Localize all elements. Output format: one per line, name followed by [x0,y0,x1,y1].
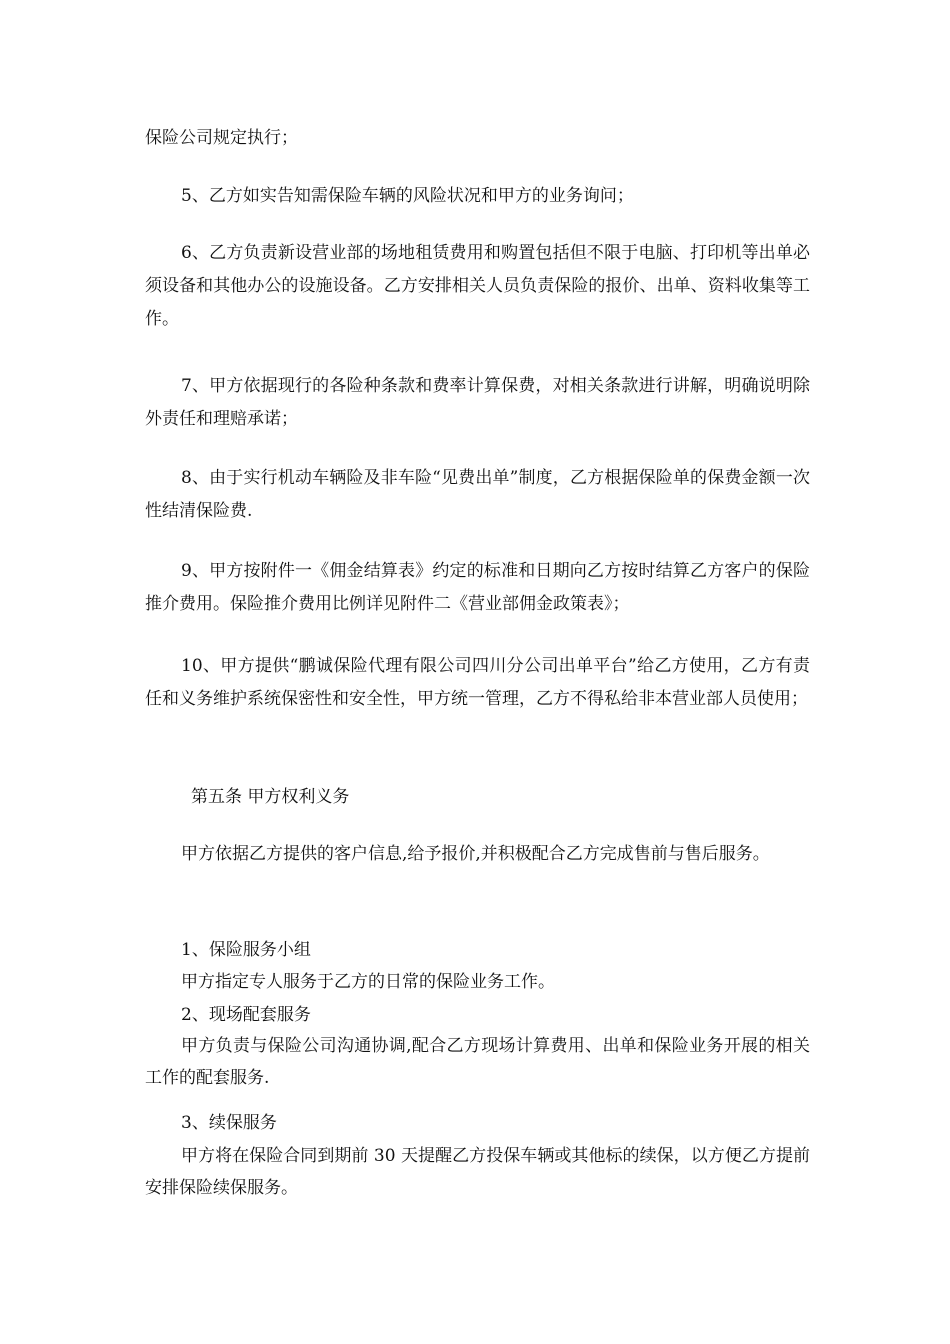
paragraph-item-5: 5、乙方如实告知需保险车辆的风险状况和甲方的业务询问； [181,186,634,206]
paragraph-item-10: 10、甲方提供“鹏诚保险代理有限公司四川分公司出单平台”给乙方使用，乙方有责任和义务维护系统保密性和安全性，甲方统一管理，乙方不得私给非本营业部人员使用； [145,656,810,709]
section-2-title: 2、现场配套服务 [181,1005,311,1025]
article-5-intro: 甲方依据乙方提供的客户信息,给予报价,并积极配合乙方完成售前与售后服务。 [181,844,770,864]
paragraph-continuation: 保险公司规定执行； [145,128,298,148]
paragraph-item-9: 9、甲方按附件一《佣金结算表》约定的标准和日期向乙方按时结算乙方客户的保险推介费用。保险推介费用比例详见附件二《营业部佣金政策表》； [145,561,810,614]
paragraph-item-7: 7、甲方依据现行的各险种条款和费率计算保费，对相关条款进行讲解，明确说明除外责任和理赔承诺； [145,376,810,429]
section-1-body: 甲方指定专人服务于乙方的日常的保险业务工作。 [181,972,555,992]
section-3-body: 甲方将在保险合同到期前 30 天提醒乙方投保车辆或其他标的续保，以方便乙方提前安排保险续保服务。 [145,1146,810,1198]
paragraph-item-8: 8、由于实行机动车辆险及非车险“见费出单”制度，乙方根据保险单的保费金额一次性结清保险费. [145,468,810,521]
section-3-title: 3、续保服务 [181,1113,277,1133]
paragraph-item-6: 6、乙方负责新设营业部的场地租赁费用和购置包括但不限于电脑、打印机等出单必须设备和其他办公的设施设备。乙方安排相关人员负责保险的报价、出单、资料收集等工作。 [145,243,810,329]
article-5-title: 第五条 甲方权利义务 [191,787,350,807]
section-2-body: 甲方负责与保险公司沟通协调,配合乙方现场计算费用、出单和保险业务开展的相关工作的配套服务. [145,1036,810,1088]
section-1-title: 1、保险服务小组 [181,940,311,960]
